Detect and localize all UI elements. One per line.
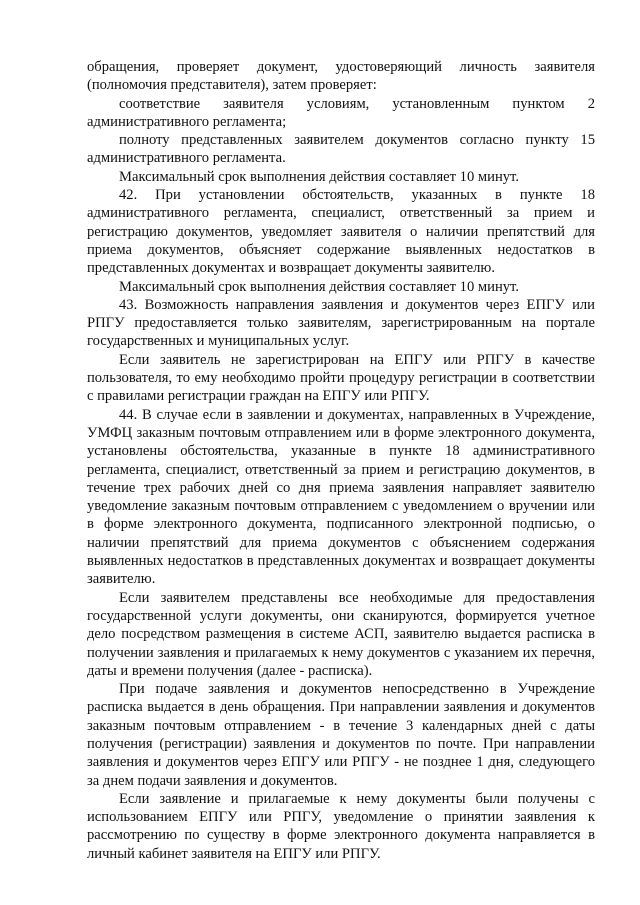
paragraph-receipt-issue: Если заявителем представлены все необходимые для предоставления государственной услуги документы, они сканируются, формируется учетное дело посредством размещения в системе АСП, заявителю выдается расписка в получении заявления и прилагаемых к нему документов с указанием их перечня, даты и времени получения (далее - расписка). (87, 589, 595, 679)
document-page (87, 58, 595, 863)
paragraph-epgu-notification: Если заявление и прилагаемые к нему документы были получены с использованием ЕПГУ или РПГУ, уведомление о принятии заявления к рассмотрению по существу в форме электронного документа направляется в личный кабинет заявителя на ЕПГУ или РПГУ. (87, 790, 595, 862)
paragraph-condition-compliance: соответствие заявителя условиям, установленным пунктом 2 административного регламента; (87, 95, 595, 130)
paragraph-item-43: 43. Возможность направления заявления и документов через ЕПГУ или РПГУ предоставляется только заявителям, зарегистрированным на портале государственных и муниципальных услуг. (87, 296, 595, 350)
paragraph-item-44: 44. В случае если в заявлении и документах, направленных в Учреждение, УМФЦ заказным почтовым отправлением или в форме электронного документа, установлены обстоятельства, указанные в пункте 18 административного регламента, специалист, ответственный за прием и регистрацию документов, в течение трех рабочих дней со дня приема заявления направляет заявителю уведомление заказным почтовым отправлением с уведомлением о вручении или в форме электронного документа, подписанного электронной подписью, о наличии препятствий для приема документов с объяснением содержания выявленных недостатков в представленных документах и возвращает документы заявителю. (87, 406, 595, 588)
paragraph-condition-completeness: полноту представленных заявителем документов согласно пункту 15 административного регламента. (87, 132, 595, 167)
paragraph-max-time-2: Максимальный срок выполнения действия составляет 10 минут. (119, 278, 519, 295)
paragraph-max-time-1: Максимальный срок выполнения действия составляет 10 минут. (119, 168, 519, 185)
paragraph-receipt-timing: При подаче заявления и документов непосредственно в Учреждение расписка выдается в день обращения. При направлении заявления и документов заказным почтовым отправлением - в течение 3 календарных дней с даты получения (регистрации) заявления и документов по почте. При направлении заявления и документов через ЕПГУ или РПГУ - не позднее 1 дня, следующего за днем подачи заявления и документов. (87, 681, 595, 789)
paragraph-registration: Если заявитель не зарегистрирован на ЕПГУ или РПГУ в качестве пользователя, то ему необходимо пройти процедуру регистрации в соответствии с правилами регистрации граждан на ЕПГУ или РПГУ. (87, 351, 595, 405)
paragraph-intro-continuation: обращения, проверяет документ, удостоверяющий личность заявителя (полномочия представителя), затем проверяет: (87, 59, 595, 94)
paragraph-item-42: 42. При установлении обстоятельств, указанных в пункте 18 административного регламента, специалист, ответственный за прием и регистрацию документов, уведомляет заявителя о наличии препятствий для приема документов, объясняет содержание выявленных недостатков в представленных документах и возвращает документы заявителю. (87, 187, 595, 277)
